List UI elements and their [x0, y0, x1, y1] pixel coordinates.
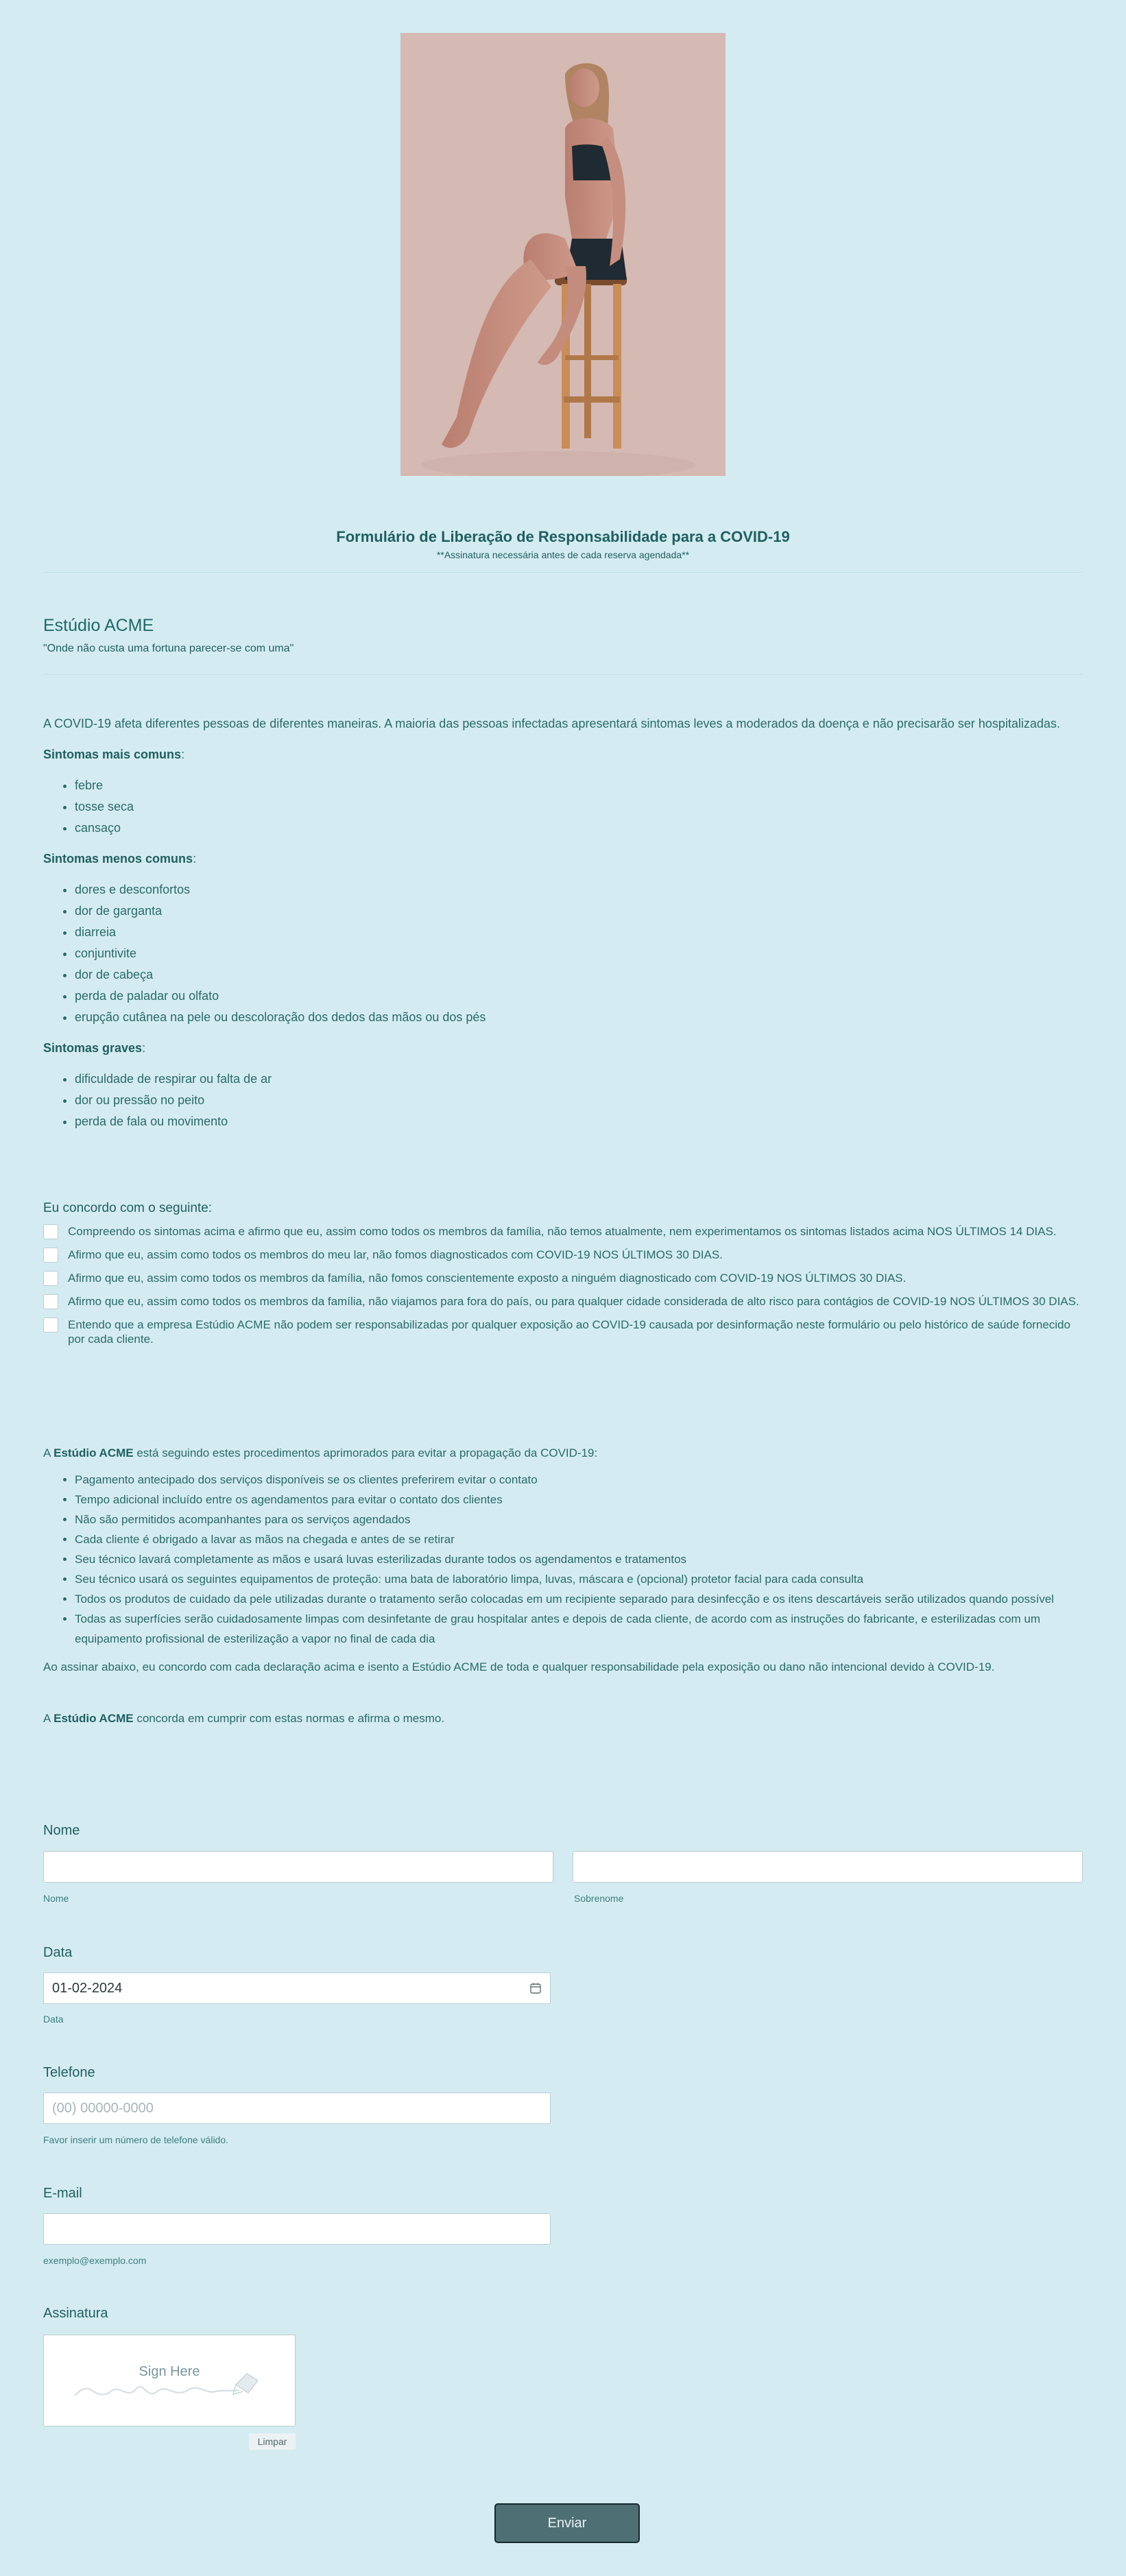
checkbox-label[interactable]: Compreendo os sintomas acima e afirmo que eu, assim como todos os membros da família, não temos atualmente, nem experimentamos os sintomas listados acima NOS ÚLTIMOS 14 DIAS. [68, 1225, 1057, 1238]
list-item: • Seu técnico usará os seguintes equipamentos de proteção: uma bata de laboratório limpa, luvas, máscara e (opcional) protetor facial para cada consulta [75, 1569, 1086, 1589]
date-input[interactable] [43, 1972, 551, 2004]
phone-input[interactable] [43, 2092, 551, 2124]
date-value: 01-02-2024 [52, 1980, 123, 1996]
agreement-option[interactable] [43, 1294, 1086, 1309]
list-item: • dor ou pressão no peito [75, 1090, 1086, 1111]
date-sublabel: Data [43, 2014, 64, 2025]
first-name-sublabel: Nome [43, 1893, 69, 1904]
list-item: • febre [75, 775, 1086, 796]
list-item: • perda de fala ou movimento [75, 1111, 1086, 1132]
procedures-section [43, 1443, 1086, 1728]
list-item: • cansaço [75, 818, 1086, 839]
list-item: • diarreia [75, 922, 1086, 943]
list-item: • Todos os produtos de cuidado da pele utilizadas durante o tratamento serão colocadas em um recipiente separado para desinfecção e os itens descartáveis serão utilizados quando possível [75, 1589, 1086, 1609]
signature-label: Assinatura [43, 2306, 108, 2321]
form-subtitle: **Assinatura necessária antes de cada reserva agendada** [436, 549, 690, 560]
agreement-option[interactable] [43, 1317, 1086, 1346]
procedures-lead: A Estúdio ACME está seguindo estes procedimentos aprimorados para evitar a propagação da COVID-19: [43, 1446, 598, 1459]
form-title: Formulário de Liberação de Responsabilidade para a COVID-19 [336, 528, 790, 545]
list-item: • dor de garganta [75, 901, 1086, 922]
list-item: • dor de cabeça [75, 964, 1086, 986]
closing-text: A Estúdio ACME concorda em cumprir com estas normas e afirma o mesmo. [43, 1712, 445, 1725]
studio-name: Estúdio ACME [43, 616, 154, 635]
studio-slogan: "Onde não custa uma fortuna parecer-se com uma" [43, 643, 294, 654]
list-item: • Tempo adicional incluído entre os agendamentos para evitar o contato dos clientes [75, 1490, 1086, 1510]
checkbox[interactable] [43, 1294, 58, 1309]
less-common-symptoms-heading: Sintomas menos comuns: [43, 852, 197, 866]
checkbox[interactable] [43, 1271, 58, 1286]
checkbox[interactable] [43, 1248, 58, 1263]
severe-symptoms-heading: Sintomas graves: [43, 1041, 146, 1055]
list-item: • conjuntivite [75, 943, 1086, 964]
submit-button[interactable]: Enviar [494, 2503, 640, 2543]
last-name-sublabel: Sobrenome [574, 1893, 624, 1904]
checkbox-label[interactable]: Entendo que a empresa Estúdio ACME não podem ser responsabilizadas por qualquer exposição ao COVID-19 causada por desinformação neste formulário ou pelo histórico de saúde fornecido por cada cliente. [68, 1318, 1070, 1346]
intro-text: A COVID-19 afeta diferentes pessoas de diferentes maneiras. A maioria das pessoas infectadas apresentará sintomas leves a moderados da doença e não precisarão ser hospitalizadas. [43, 717, 1060, 730]
list-item: • dificuldade de respirar ou falta de ar [75, 1069, 1086, 1090]
severe-symptoms-list [75, 1069, 1086, 1132]
list-item: • Pagamento antecipado dos serviços disponíveis se os clientes preferirem evitar o contato [75, 1470, 1086, 1490]
agreement-label: Eu concordo com o seguinte: [43, 1201, 213, 1215]
list-item: • Não são permitidos acompanhantes para os serviços agendados [75, 1510, 1086, 1529]
email-input[interactable] [43, 2213, 551, 2245]
list-item: • erupção cutânea na pele ou descoloração dos dedos das mãos ou dos pés [75, 1007, 1086, 1028]
symptoms-section [43, 713, 1086, 1142]
release-text: Ao assinar abaixo, eu concordo com cada declaração acima e isento a Estúdio ACME de toda e qualquer responsabilidade pela exposição ou dano não intencional devido à COVID-19. [43, 1660, 995, 1673]
agreement-option[interactable] [43, 1271, 1086, 1286]
list-item: • tosse seca [75, 796, 1086, 818]
procedures-list [75, 1470, 1086, 1649]
email-sublabel: exemplo@exemplo.com [43, 2255, 147, 2266]
phone-placeholder: (00) 00000-0000 [52, 2100, 154, 2116]
agreement-option[interactable] [43, 1224, 1086, 1239]
phone-sublabel: Favor inserir um número de telefone válido. [43, 2134, 229, 2145]
studio-divider [43, 674, 1083, 675]
signature-pad[interactable] [43, 2335, 296, 2426]
checkbox-label[interactable]: Afirmo que eu, assim como todos os membros da família, não fomos conscientemente exposto a ninguém diagnosticado com COVID-19 NOS ÚLTIMOS 30 DIAS. [68, 1272, 907, 1285]
list-item: • Seu técnico lavará completamente as mãos e usará luvas esterilizadas durante todos os agendamentos e tratamentos [75, 1549, 1086, 1569]
first-name-input[interactable] [43, 1851, 553, 1883]
name-label: Nome [43, 1823, 80, 1838]
checkbox[interactable] [43, 1317, 58, 1333]
agreement-section [43, 1201, 1086, 1355]
last-name-input[interactable] [573, 1851, 1083, 1883]
email-label: E-mail [43, 2186, 82, 2201]
list-item: • Cada cliente é obrigado a lavar as mãos na chegada e antes de se retirar [75, 1529, 1086, 1549]
common-symptoms-list [75, 775, 1086, 839]
checkbox-label[interactable]: Afirmo que eu, assim como todos os membros do meu lar, não fomos diagnosticados com COVID-19 NOS ÚLTIMOS 30 DIAS. [68, 1248, 723, 1261]
header-divider [43, 572, 1083, 573]
hero-image [400, 33, 726, 476]
calendar-icon[interactable] [529, 1982, 542, 1994]
sign-here-text: Sign Here [139, 2364, 200, 2379]
less-common-symptoms-list [75, 879, 1086, 1028]
list-item: • perda de paladar ou olfato [75, 986, 1086, 1007]
common-symptoms-heading: Sintomas mais comuns: [43, 748, 185, 761]
checkbox[interactable] [43, 1224, 58, 1239]
checkbox-label[interactable]: Afirmo que eu, assim como todos os membros da família, não viajamos para fora do país, ou para qualquer cidade considerada de alto risco para contágios de COVID-19 NOS ÚLTIMOS 30 DIAS. [68, 1295, 1079, 1308]
date-label: Data [43, 1945, 73, 1960]
list-item: • Todas as superfícies serão cuidadosamente limpas com desinfetante de grau hospitalar antes e depois de cada cliente, de acordo com as instruções do fabricante, e esterilizadas com um equipamento profissional de esterilização a vapor no final de cada dia [75, 1609, 1086, 1649]
signature-placeholder-graphic [44, 2335, 295, 2426]
clear-signature-button[interactable]: Limpar [249, 2433, 296, 2450]
agreement-option[interactable] [43, 1248, 1086, 1263]
phone-label: Telefone [43, 2065, 95, 2080]
list-item: • dores e desconfortos [75, 879, 1086, 901]
